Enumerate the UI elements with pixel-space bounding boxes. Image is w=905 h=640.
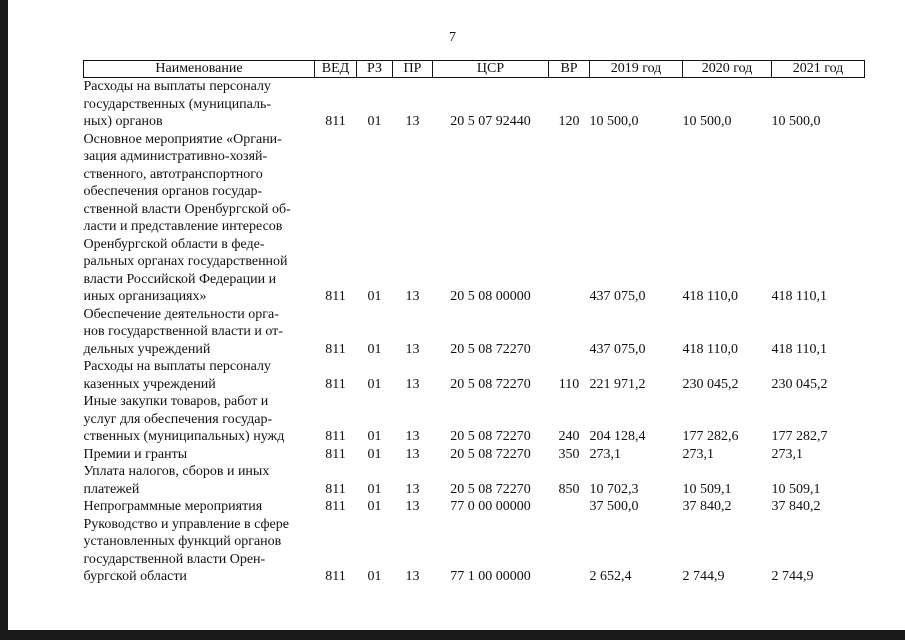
row-vr: [549, 306, 590, 359]
row-pr: 13: [405, 341, 420, 357]
row-y2019: 273,1: [589, 446, 621, 462]
row-pr: 13: [405, 481, 420, 497]
row-ved: 811: [325, 114, 346, 129]
row-vr: 350: [558, 446, 580, 462]
row-name: [84, 78, 315, 131]
table-row: [84, 78, 865, 131]
row-y2021: 37 840,2: [771, 499, 821, 514]
row-y2019: 437 075,0: [589, 341, 646, 357]
budget-table: [83, 60, 865, 586]
row-rz: 01: [367, 499, 382, 514]
row-name-line: власти Российской Федерации и: [83, 271, 277, 287]
row-name-line: Непрограммные мероприятия: [83, 499, 263, 514]
row-name-line: ственного, автотранспортного: [83, 166, 263, 182]
row-name-line: иных организациях»: [83, 289, 207, 304]
table-row: [84, 131, 865, 306]
row-name: [84, 131, 315, 306]
row-y2021: 10 500,0: [771, 114, 821, 129]
row-name-line: Обеспечение деятельности орга-: [83, 306, 279, 322]
row-csr: 20 5 08 72270: [450, 376, 531, 392]
row-pr: 13: [405, 569, 420, 584]
row-name-line: Основное мероприятие «Органи-: [83, 131, 282, 147]
row-y2019: 10 500,0: [589, 114, 639, 129]
table-row: [84, 463, 865, 498]
row-csr: 20 5 08 72270: [450, 341, 531, 357]
row-name-line: ральных органах государственной: [83, 254, 288, 269]
table-row: [84, 516, 865, 586]
row-csr: 20 5 08 72270: [450, 446, 531, 462]
row-ved: 811: [325, 341, 346, 357]
row-name: [84, 446, 315, 464]
table-row: [84, 498, 865, 516]
row-rz: 01: [367, 341, 382, 357]
row-vr: 240: [558, 429, 580, 444]
row-name-line: Руководство и управление в сфере: [83, 516, 289, 532]
header-rz: РЗ: [357, 61, 393, 78]
row-vr: 120: [558, 114, 580, 129]
row-y2020: 2 744,9: [682, 569, 725, 584]
row-y2020: 10 500,0: [682, 114, 732, 129]
header-2019: 2019 год: [590, 61, 683, 78]
row-name-line: ласти и представление интересов: [83, 219, 283, 234]
header-pr: ПР: [393, 61, 433, 78]
row-y2020: 418 110,0: [682, 341, 738, 357]
row-csr: 20 5 08 00000: [450, 289, 531, 304]
row-name-line: Иные закупки товаров, работ и: [83, 394, 269, 409]
row-csr: 20 5 08 72270: [450, 481, 531, 497]
row-name-line: обеспечения органов государ-: [83, 184, 263, 199]
row-vr: 850: [558, 481, 580, 497]
row-name-line: государственных (муниципаль-: [83, 96, 272, 112]
row-y2021: 418 110,1: [771, 289, 827, 304]
row-ved: 811: [325, 289, 346, 304]
header-name: Наименование: [84, 61, 315, 78]
row-csr: 77 0 00 00000: [450, 499, 531, 514]
row-name: [84, 393, 315, 446]
row-rz: 01: [367, 569, 382, 584]
row-ved: 811: [325, 499, 346, 514]
header-ved: ВЕД: [315, 61, 357, 78]
row-pr: 13: [405, 499, 420, 514]
row-name-line: услуг для обеспечения государ-: [83, 411, 273, 427]
row-rz: 01: [367, 429, 382, 444]
row-name-line: зация административно-хозяй-: [83, 149, 268, 164]
row-name-line: Расходы на выплаты персоналу: [83, 79, 271, 94]
row-vr: [549, 498, 590, 516]
row-rz: 01: [367, 376, 382, 392]
table-row: [84, 306, 865, 359]
row-name: [84, 306, 315, 359]
row-name: [84, 463, 315, 498]
table-row: [84, 446, 865, 464]
row-ved: 811: [325, 376, 346, 392]
row-y2021: 230 045,2: [771, 376, 828, 392]
row-name: [84, 516, 315, 586]
row-y2019: 37 500,0: [589, 499, 639, 514]
row-name-line: платежей: [83, 481, 140, 497]
row-name-line: ственной власти Оренбургской об-: [83, 201, 291, 217]
row-csr: 20 5 08 72270: [450, 429, 531, 444]
row-vr: [549, 516, 590, 586]
scan-edge-left: [0, 0, 8, 640]
row-csr: 77 1 00 00000: [450, 569, 531, 584]
row-rz: 01: [367, 114, 382, 129]
row-csr: 20 5 07 92440: [450, 114, 531, 129]
header-2021: 2021 год: [772, 61, 865, 78]
row-pr: 13: [405, 289, 420, 304]
row-y2019: 437 075,0: [589, 289, 646, 304]
row-name-line: Расходы на выплаты персоналу: [83, 359, 271, 374]
table-row: [84, 358, 865, 393]
header-2020: 2020 год: [683, 61, 772, 78]
header-vr: ВР: [549, 61, 590, 78]
row-pr: 13: [405, 429, 420, 444]
table-row: [84, 393, 865, 446]
row-y2019: 2 652,4: [589, 569, 632, 584]
row-y2020: 10 509,1: [682, 481, 732, 497]
row-name-line: нов государственной власти и от-: [83, 324, 283, 339]
row-name: [84, 358, 315, 393]
header-csr: ЦСР: [433, 61, 549, 78]
row-y2020: 418 110,0: [682, 289, 738, 304]
row-rz: 01: [367, 289, 382, 304]
row-name-line: государственной власти Орен-: [83, 551, 266, 567]
row-y2020: 230 045,2: [682, 376, 739, 392]
table-body: [84, 78, 865, 586]
row-rz: 01: [367, 446, 382, 462]
row-name-line: Уплата налогов, сборов и иных: [83, 464, 270, 479]
row-ved: 811: [325, 446, 346, 462]
row-ved: 811: [325, 569, 346, 584]
row-y2020: 177 282,6: [682, 429, 739, 444]
page-number: 7: [449, 30, 456, 45]
row-name-line: ных) органов: [83, 114, 163, 129]
row-y2021: 418 110,1: [771, 341, 827, 357]
row-name-line: Премии и гранты: [83, 446, 188, 462]
row-rz: 01: [367, 481, 382, 497]
row-y2019: 204 128,4: [589, 429, 646, 444]
row-pr: 13: [405, 446, 420, 462]
row-y2020: 37 840,2: [682, 499, 732, 514]
row-name-line: ственных (муниципальных) нужд: [83, 429, 285, 444]
scan-edge-bottom: [0, 630, 905, 640]
row-pr: 13: [405, 376, 420, 392]
row-y2021: 177 282,7: [771, 429, 828, 444]
row-name-line: казенных учреждений: [83, 376, 216, 392]
row-y2020: 273,1: [682, 446, 714, 462]
row-name-line: Оренбургской области в феде-: [83, 236, 265, 252]
row-name: [84, 498, 315, 516]
row-vr: [549, 131, 590, 306]
row-vr: 110: [558, 376, 580, 392]
row-y2019: 221 971,2: [589, 376, 646, 392]
table-header-row: [84, 61, 865, 78]
row-name-line: бургской области: [83, 569, 187, 584]
row-y2021: 2 744,9: [771, 569, 814, 584]
row-name-line: установленных функций органов: [83, 534, 282, 549]
row-ved: 811: [325, 481, 346, 497]
row-y2021: 273,1: [771, 446, 803, 462]
row-y2019: 10 702,3: [589, 481, 639, 497]
row-ved: 811: [325, 429, 346, 444]
row-y2021: 10 509,1: [771, 481, 821, 497]
row-name-line: дельных учреждений: [83, 341, 211, 357]
row-pr: 13: [405, 114, 420, 129]
